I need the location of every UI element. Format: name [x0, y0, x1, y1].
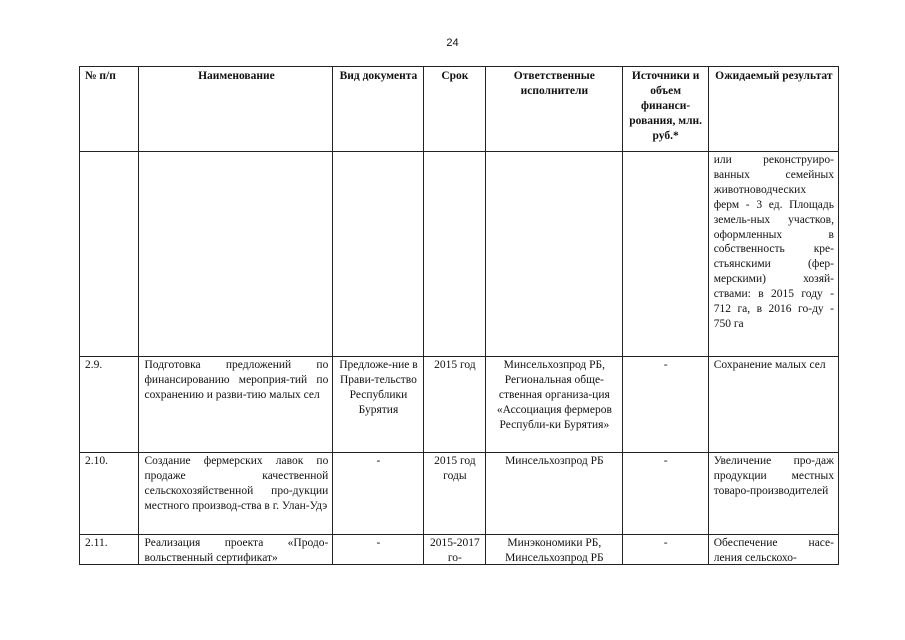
cell-num: 2.9.	[80, 357, 139, 453]
cell-num	[80, 152, 139, 357]
cell-result	[708, 535, 838, 565]
cell-doc-text: -	[376, 537, 381, 549]
cell-resp: Минсельхозпрод РБ	[486, 453, 622, 535]
cell-num	[80, 535, 139, 565]
cell-resp-text: Минэкономики РБ, Минсельхозпрод РБ	[505, 537, 604, 564]
table-row	[80, 453, 839, 535]
header-num: № п/п	[80, 67, 139, 152]
cell-term: 2015 год	[423, 357, 486, 453]
cell-name	[139, 152, 333, 357]
cell-term: 2015 год годы	[423, 453, 486, 535]
cell-result: Увеличение про-даж продукции местных товаро-производителей	[708, 453, 838, 535]
table-row	[80, 357, 839, 453]
cell-sources	[622, 535, 708, 565]
header-term: Срок	[423, 67, 486, 152]
cell-term	[423, 535, 486, 565]
cell-name	[139, 535, 333, 565]
cell-result: Сохранение малых сел	[708, 357, 838, 453]
cell-result: или реконструиро-ванных семейных животноводческих ферм - 3 ед. Площадь земель-ных участков, оформленных в собственность кре-стьянскими (фер-мерскими) хозяй-ствами: в 2015 году - 712 га, в 2016 го-ду - 750 га	[708, 152, 838, 357]
header-doc: Вид документа	[333, 67, 423, 152]
table-row	[80, 152, 839, 357]
cell-sources: -	[622, 357, 708, 453]
cell-num-text: 2.11.	[85, 537, 108, 549]
table-header-row	[80, 67, 839, 152]
cell-name: Подготовка предложений по финансированию мероприя-тий по сохранению и разви-тию малых сел	[139, 357, 333, 453]
table-row	[80, 535, 839, 565]
header-name: Наименование	[139, 67, 333, 152]
cell-term-text: 2015-2017 го-	[429, 537, 480, 564]
header-sources: Источники и объем финанси-рования, млн. руб.*	[622, 67, 708, 152]
cell-doc: -	[333, 453, 423, 535]
cell-resp: Минсельхозпрод РБ, Региональная обще-ственная организа-ция «Ассоциация фермеров Республи-ки Бурятия»	[486, 357, 622, 453]
cell-doc	[333, 152, 423, 357]
cell-sources: -	[622, 453, 708, 535]
header-result: Ожидаемый результат	[708, 67, 838, 152]
cell-sources-text: -	[663, 537, 668, 549]
cell-name: Создание фермерских лавок по продаже качественной сельскохозяйственной про-дукции местного производ-ства в г. Улан-Удэ	[139, 453, 333, 535]
plan-table	[79, 66, 839, 565]
cell-doc: Предложе-ние в Прави-тельство Республики Бурятия	[333, 357, 423, 453]
cell-resp	[486, 535, 622, 565]
cell-term	[423, 152, 486, 357]
cell-result-text: Обеспечение насе-ления сельскохо-	[713, 537, 834, 564]
cell-resp	[486, 152, 622, 357]
header-resp: Ответственные исполнители	[486, 67, 622, 152]
cell-doc	[333, 535, 423, 565]
cell-name-text: Реализация проекта «Продо-вольственный сертификат»	[144, 537, 329, 564]
cell-num: 2.10.	[80, 453, 139, 535]
page-number: 24	[446, 37, 459, 49]
cell-sources	[622, 152, 708, 357]
